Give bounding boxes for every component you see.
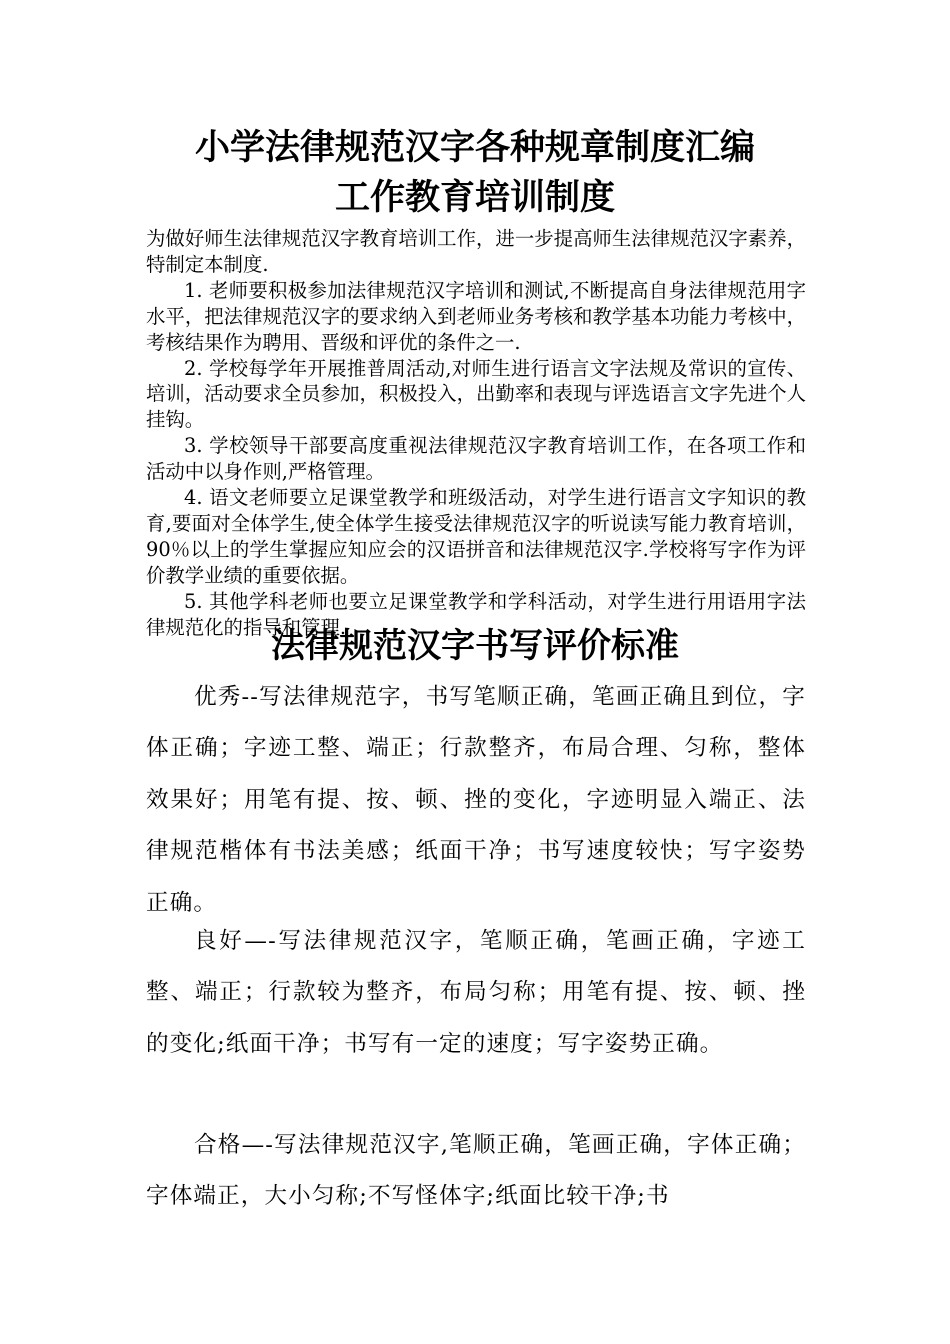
rule-item-3: 3. 学校领导干部要高度重视法律规范汉字教育培训工作，在各项工作和活动中以身作则,严格管理。 xyxy=(146,434,806,484)
section1-heading: 工作教育培训制度 xyxy=(334,178,615,218)
rule-item-1: 1. 老师要积极参加法律规范汉字培训和测试,不断提高自身法律规范用字水平，把法律规范汉字的要求纳入到老师业务考核和教学基本功能力考核中，考核结果作为聘用、晋级和评优的条件之一. xyxy=(146,278,806,354)
document-title: 小学法律规范汉字各种规章制度汇编 xyxy=(194,128,755,168)
section1-body xyxy=(146,226,806,641)
grade-good xyxy=(146,916,806,1070)
grade-excellent xyxy=(146,672,806,929)
grade-pass xyxy=(146,1120,806,1223)
rule-item-5: 5. 其他学科老师也要立足课堂教学和学科活动，对学生进行用语用字法律规范化的指导和管理. xyxy=(146,589,806,639)
section2-heading: 法律规范汉字书写评价标准 xyxy=(271,626,679,666)
grade-pass-text: 合格—-写法律规范汉字,笔顺正确，笔画正确，字体正确；字体端正，大小匀称;不写怪体字;纸面比较干净;书 xyxy=(146,1132,806,1210)
grade-excellent-text: 优秀--写法律规范字，书写笔顺正确，笔画正确且到位，字体正确；字迹工整、端正；行款整齐，布局合理、匀称，整体效果好；用笔有提、按、顿、挫的变化，字迹明显入端正、法律规范楷体有书法美感；纸面干净；书写速度较快；写字姿势正确。 xyxy=(146,684,806,916)
rule-item-2: 2. 学校每学年开展推普周活动,对师生进行语言文字法规及常识的宣传、培训，活动要求全员参加，积极投入，出勤率和表现与评选语言文字先进个人挂钩。 xyxy=(146,356,806,432)
section1-intro: 为做好师生法律规范汉字教育培训工作，进一步提高师生法律规范汉字素养，特制定本制度. xyxy=(146,227,806,276)
rule-item-4: 4. 语文老师要立足课堂教学和班级活动，对学生进行语言文字知识的教育,要面对全体学生,使全体学生接受法律规范汉字的听说读写能力教育培训，90％以上的学生掌握应知应会的汉语拼音和法律规范汉字.学校将写字作为评价教学业绩的重要依据。 xyxy=(146,486,806,587)
grade-good-text: 良好—-写法律规范汉字，笔顺正确，笔画正确，字迹工整、端正；行款较为整齐，布局匀称；用笔有提、按、顿、挫的变化;纸面干净；书写有一定的速度；写字姿势正确。 xyxy=(146,928,806,1057)
